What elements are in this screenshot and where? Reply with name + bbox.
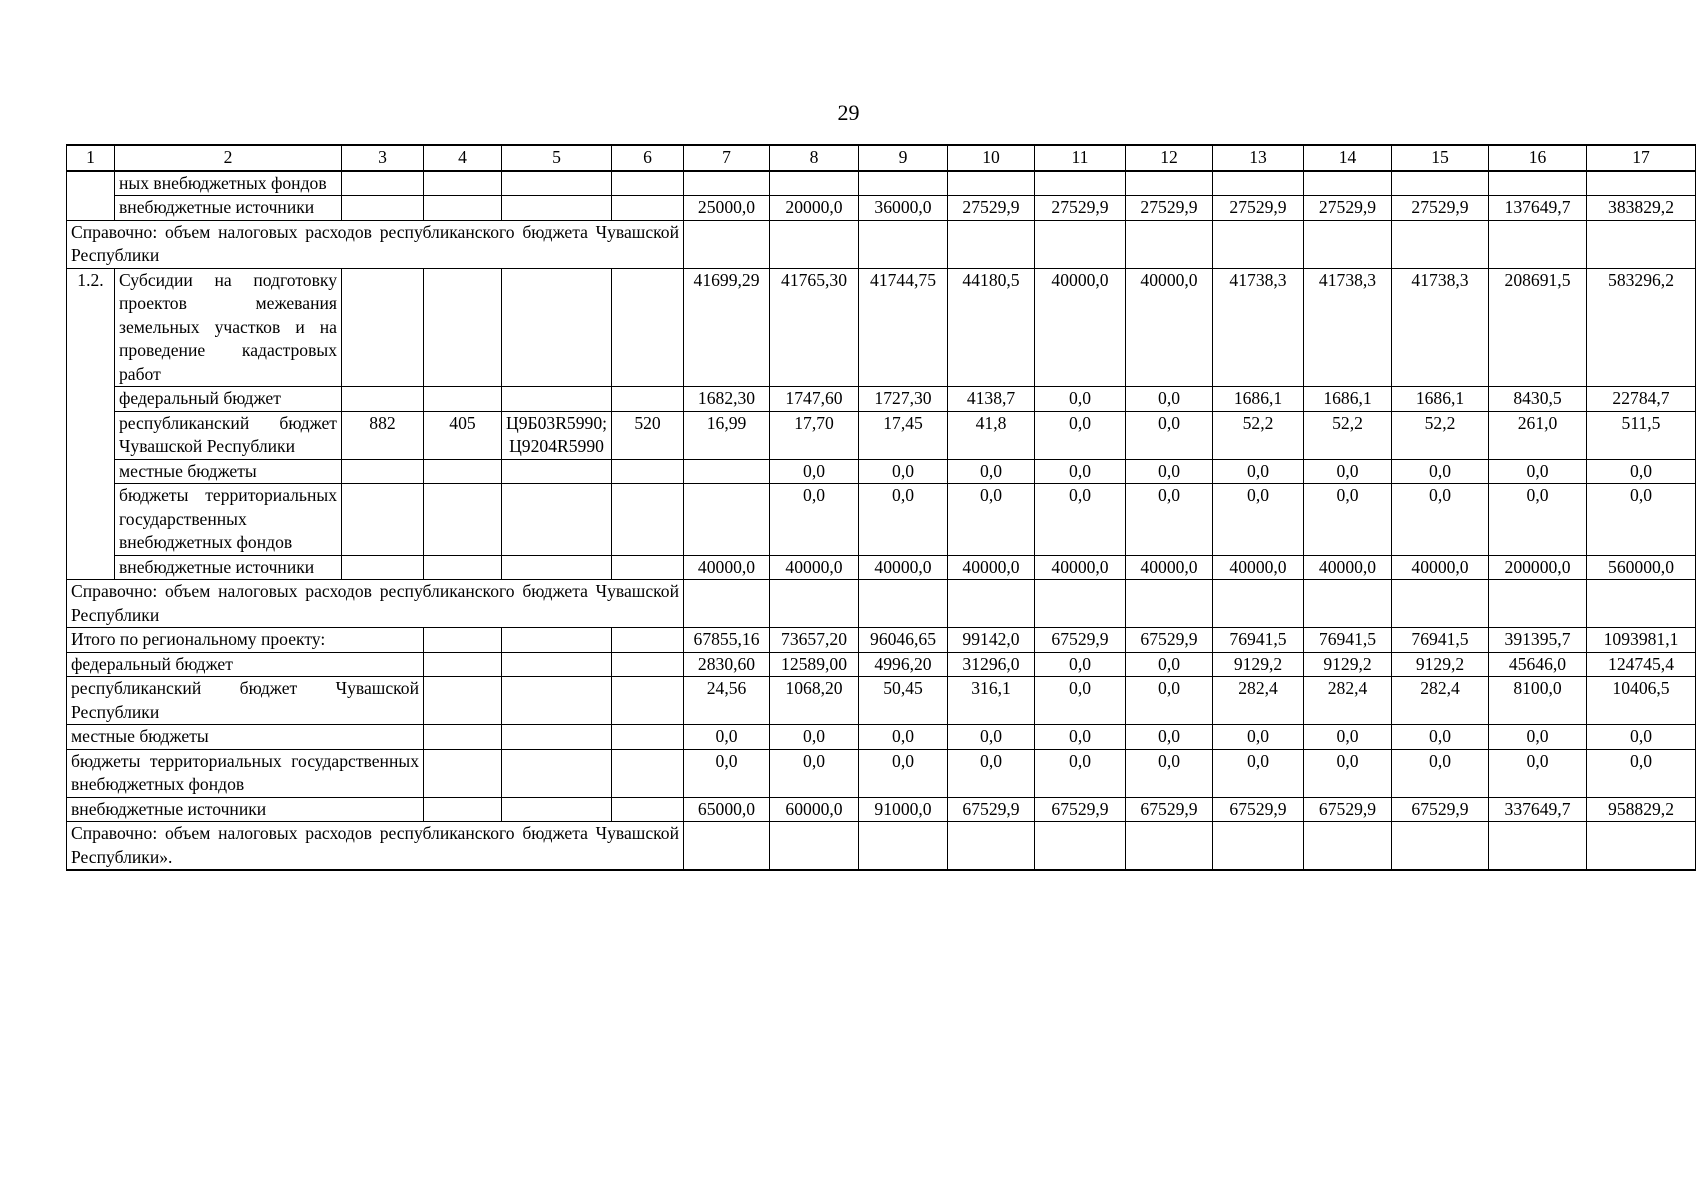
- total-label: местные бюджеты: [67, 725, 424, 750]
- value-cell: 9129,2: [1304, 652, 1392, 677]
- table-row: [67, 196, 1696, 221]
- value-cell: [948, 580, 1035, 628]
- table-row: [67, 220, 1696, 268]
- value-cell: 99142,0: [948, 628, 1035, 653]
- code-cell: [502, 171, 612, 196]
- value-cell: 137649,7: [1489, 196, 1587, 221]
- value-cell: 27529,9: [1035, 196, 1126, 221]
- code-cell: [612, 677, 684, 725]
- value-cell: 1093981,1: [1587, 628, 1696, 653]
- value-cell: 2830,60: [684, 652, 770, 677]
- value-cell: 45646,0: [1489, 652, 1587, 677]
- value-cell: [684, 220, 770, 268]
- total-label: республиканский бюджет Чувашской Республики: [67, 677, 424, 725]
- value-cell: [1304, 580, 1392, 628]
- code-cell: [502, 749, 612, 797]
- code-cell: [502, 555, 612, 580]
- table-row: [67, 387, 1696, 412]
- value-cell: [684, 171, 770, 196]
- value-cell: 391395,7: [1489, 628, 1587, 653]
- value-cell: 0,0: [1304, 725, 1392, 750]
- header-row: [67, 145, 1696, 171]
- value-cell: [1489, 220, 1587, 268]
- value-cell: 383829,2: [1587, 196, 1696, 221]
- code-cell: [424, 459, 502, 484]
- total-label: внебюджетные источники: [67, 797, 424, 822]
- value-cell: [1126, 171, 1213, 196]
- value-cell: [1392, 580, 1489, 628]
- value-cell: 0,0: [1126, 459, 1213, 484]
- value-cell: 200000,0: [1489, 555, 1587, 580]
- table-row: [67, 484, 1696, 556]
- value-cell: 0,0: [770, 459, 859, 484]
- value-cell: [1304, 822, 1392, 871]
- value-cell: 27529,9: [1304, 196, 1392, 221]
- value-cell: [859, 580, 948, 628]
- item-label: Субсидии на подготовку проектов межевания земельных участков и на проведение кадастровых работ: [115, 268, 342, 387]
- code-cell: 520: [612, 411, 684, 459]
- value-cell: 0,0: [1489, 725, 1587, 750]
- code-cell: [342, 555, 424, 580]
- value-cell: 67855,16: [684, 628, 770, 653]
- value-cell: 0,0: [1035, 411, 1126, 459]
- value-cell: 40000,0: [770, 555, 859, 580]
- value-cell: [859, 171, 948, 196]
- value-cell: [1035, 220, 1126, 268]
- value-cell: [1213, 171, 1304, 196]
- code-cell: [424, 555, 502, 580]
- code-cell: [612, 628, 684, 653]
- value-cell: 0,0: [1392, 725, 1489, 750]
- value-cell: 1682,30: [684, 387, 770, 412]
- value-cell: 17,70: [770, 411, 859, 459]
- code-cell: [502, 797, 612, 822]
- value-cell: [1126, 220, 1213, 268]
- column-header: 7: [684, 145, 770, 171]
- value-cell: 65000,0: [684, 797, 770, 822]
- value-cell: 208691,5: [1489, 268, 1587, 387]
- value-cell: 9129,2: [1213, 652, 1304, 677]
- value-cell: 41765,30: [770, 268, 859, 387]
- value-cell: 0,0: [1213, 749, 1304, 797]
- value-cell: [1587, 220, 1696, 268]
- value-cell: 0,0: [1392, 484, 1489, 556]
- value-cell: 67529,9: [948, 797, 1035, 822]
- value-cell: 958829,2: [1587, 797, 1696, 822]
- column-header: 3: [342, 145, 424, 171]
- code-cell: [424, 749, 502, 797]
- code-cell: [612, 459, 684, 484]
- code-cell: [612, 555, 684, 580]
- value-cell: [1489, 171, 1587, 196]
- table-row: [67, 171, 1696, 196]
- value-cell: 1686,1: [1213, 387, 1304, 412]
- value-cell: [1213, 580, 1304, 628]
- value-cell: [1126, 580, 1213, 628]
- code-cell: 882: [342, 411, 424, 459]
- code-cell: [502, 725, 612, 750]
- code-cell: [502, 484, 612, 556]
- value-cell: 52,2: [1392, 411, 1489, 459]
- value-cell: 0,0: [1126, 677, 1213, 725]
- column-header: 16: [1489, 145, 1587, 171]
- value-cell: 67529,9: [1213, 797, 1304, 822]
- value-cell: 76941,5: [1304, 628, 1392, 653]
- table-row: [67, 268, 1696, 387]
- code-cell: [424, 652, 502, 677]
- value-cell: 560000,0: [1587, 555, 1696, 580]
- code-cell: [424, 628, 502, 653]
- code-cell: [342, 484, 424, 556]
- value-cell: [1489, 822, 1587, 871]
- source-label: федеральный бюджет: [115, 387, 342, 412]
- code-cell: [424, 268, 502, 387]
- item-number: 1.2.: [67, 268, 115, 580]
- value-cell: 1747,60: [770, 387, 859, 412]
- value-cell: 8430,5: [1489, 387, 1587, 412]
- value-cell: 41744,75: [859, 268, 948, 387]
- value-cell: 67529,9: [1035, 797, 1126, 822]
- value-cell: 0,0: [1126, 411, 1213, 459]
- value-cell: 1686,1: [1392, 387, 1489, 412]
- value-cell: 0,0: [948, 484, 1035, 556]
- value-cell: 40000,0: [1035, 268, 1126, 387]
- value-cell: [1489, 580, 1587, 628]
- value-cell: 1727,30: [859, 387, 948, 412]
- value-cell: 27529,9: [1392, 196, 1489, 221]
- value-cell: [770, 220, 859, 268]
- value-cell: 0,0: [948, 459, 1035, 484]
- value-cell: [1304, 171, 1392, 196]
- value-cell: [684, 484, 770, 556]
- value-cell: 12589,00: [770, 652, 859, 677]
- value-cell: 67529,9: [1035, 628, 1126, 653]
- item-number: [67, 171, 115, 221]
- reference-note: Справочно: объем налоговых расходов республиканского бюджета Чувашской Республики: [67, 580, 684, 628]
- value-cell: 41738,3: [1392, 268, 1489, 387]
- code-cell: 405: [424, 411, 502, 459]
- value-cell: [684, 580, 770, 628]
- value-cell: 76941,5: [1213, 628, 1304, 653]
- reference-note: Справочно: объем налоговых расходов республиканского бюджета Чувашской Республики: [67, 220, 684, 268]
- source-label: внебюджетные источники: [115, 196, 342, 221]
- column-header: 6: [612, 145, 684, 171]
- code-cell: [424, 484, 502, 556]
- value-cell: [859, 822, 948, 871]
- value-cell: 40000,0: [684, 555, 770, 580]
- value-cell: 40000,0: [1126, 268, 1213, 387]
- value-cell: 0,0: [1489, 459, 1587, 484]
- value-cell: 511,5: [1587, 411, 1696, 459]
- value-cell: [1035, 171, 1126, 196]
- code-cell: [612, 652, 684, 677]
- source-label: ных внебюджетных фондов: [115, 171, 342, 196]
- table-row: [67, 652, 1696, 677]
- value-cell: 1686,1: [1304, 387, 1392, 412]
- value-cell: 36000,0: [859, 196, 948, 221]
- value-cell: 40000,0: [859, 555, 948, 580]
- source-label: местные бюджеты: [115, 459, 342, 484]
- value-cell: 40000,0: [1126, 555, 1213, 580]
- table-row: [67, 797, 1696, 822]
- value-cell: 0,0: [770, 725, 859, 750]
- code-cell: [502, 459, 612, 484]
- column-header: 17: [1587, 145, 1696, 171]
- code-cell: [502, 652, 612, 677]
- budget-table: [66, 144, 1696, 871]
- code-cell: [342, 459, 424, 484]
- code-cell: [342, 171, 424, 196]
- value-cell: 0,0: [1035, 749, 1126, 797]
- value-cell: 0,0: [1035, 387, 1126, 412]
- value-cell: 0,0: [1392, 459, 1489, 484]
- value-cell: 27529,9: [948, 196, 1035, 221]
- page-number: 29: [837, 100, 860, 125]
- value-cell: 96046,65: [859, 628, 948, 653]
- code-cell: [502, 196, 612, 221]
- value-cell: 10406,5: [1587, 677, 1696, 725]
- value-cell: 0,0: [1213, 725, 1304, 750]
- value-cell: 0,0: [1213, 459, 1304, 484]
- code-cell: [612, 749, 684, 797]
- value-cell: 0,0: [1304, 484, 1392, 556]
- value-cell: 0,0: [859, 459, 948, 484]
- value-cell: [1035, 822, 1126, 871]
- value-cell: 0,0: [1035, 652, 1126, 677]
- value-cell: 4996,20: [859, 652, 948, 677]
- value-cell: 583296,2: [1587, 268, 1696, 387]
- value-cell: 261,0: [1489, 411, 1587, 459]
- value-cell: 0,0: [859, 725, 948, 750]
- value-cell: 24,56: [684, 677, 770, 725]
- value-cell: 282,4: [1304, 677, 1392, 725]
- column-header: 12: [1126, 145, 1213, 171]
- value-cell: [1213, 220, 1304, 268]
- value-cell: 0,0: [859, 484, 948, 556]
- code-cell: [424, 171, 502, 196]
- column-header: 5: [502, 145, 612, 171]
- table-row: [67, 580, 1696, 628]
- value-cell: 0,0: [859, 749, 948, 797]
- code-cell: [424, 725, 502, 750]
- value-cell: [770, 171, 859, 196]
- reference-note: Справочно: объем налоговых расходов республиканского бюджета Чувашской Республики».: [67, 822, 684, 871]
- value-cell: 44180,5: [948, 268, 1035, 387]
- table-row: [67, 555, 1696, 580]
- value-cell: 41699,29: [684, 268, 770, 387]
- value-cell: [859, 220, 948, 268]
- value-cell: [1304, 220, 1392, 268]
- value-cell: 67529,9: [1126, 628, 1213, 653]
- value-cell: 0,0: [948, 749, 1035, 797]
- value-cell: 40000,0: [948, 555, 1035, 580]
- value-cell: 0,0: [1587, 459, 1696, 484]
- value-cell: 40000,0: [1035, 555, 1126, 580]
- code-cell: [612, 725, 684, 750]
- value-cell: 0,0: [1587, 725, 1696, 750]
- value-cell: 40000,0: [1392, 555, 1489, 580]
- column-header: 8: [770, 145, 859, 171]
- value-cell: 0,0: [1035, 484, 1126, 556]
- value-cell: [1587, 171, 1696, 196]
- value-cell: 52,2: [1304, 411, 1392, 459]
- value-cell: [684, 822, 770, 871]
- column-header: 14: [1304, 145, 1392, 171]
- table-row: [67, 628, 1696, 653]
- value-cell: [1392, 822, 1489, 871]
- value-cell: 0,0: [948, 725, 1035, 750]
- value-cell: 76941,5: [1392, 628, 1489, 653]
- source-label: внебюджетные источники: [115, 555, 342, 580]
- value-cell: 282,4: [1213, 677, 1304, 725]
- column-header: 1: [67, 145, 115, 171]
- column-header: 2: [115, 145, 342, 171]
- value-cell: [948, 171, 1035, 196]
- table-row: [67, 677, 1696, 725]
- value-cell: 67529,9: [1126, 797, 1213, 822]
- value-cell: 41,8: [948, 411, 1035, 459]
- code-cell: [502, 387, 612, 412]
- code-cell: [424, 387, 502, 412]
- value-cell: 0,0: [1035, 725, 1126, 750]
- value-cell: 0,0: [1304, 459, 1392, 484]
- value-cell: 316,1: [948, 677, 1035, 725]
- value-cell: [1035, 580, 1126, 628]
- value-cell: 27529,9: [1126, 196, 1213, 221]
- value-cell: 41738,3: [1213, 268, 1304, 387]
- value-cell: 0,0: [770, 749, 859, 797]
- value-cell: 41738,3: [1304, 268, 1392, 387]
- value-cell: [1126, 822, 1213, 871]
- value-cell: 40000,0: [1304, 555, 1392, 580]
- code-cell: [342, 268, 424, 387]
- column-header: 4: [424, 145, 502, 171]
- value-cell: 0,0: [684, 725, 770, 750]
- code-cell: [612, 484, 684, 556]
- code-cell: [342, 387, 424, 412]
- code-cell: [502, 677, 612, 725]
- value-cell: [770, 822, 859, 871]
- value-cell: 8100,0: [1489, 677, 1587, 725]
- value-cell: 0,0: [1213, 484, 1304, 556]
- value-cell: [1213, 822, 1304, 871]
- code-cell: Ц9Б03R5990; Ц9204R5990: [502, 411, 612, 459]
- table-row: [67, 822, 1696, 871]
- value-cell: 0,0: [1035, 459, 1126, 484]
- table-row: [67, 725, 1696, 750]
- value-cell: [948, 220, 1035, 268]
- code-cell: [502, 628, 612, 653]
- value-cell: 60000,0: [770, 797, 859, 822]
- table-row: [67, 749, 1696, 797]
- value-cell: 73657,20: [770, 628, 859, 653]
- value-cell: 22784,7: [1587, 387, 1696, 412]
- source-label: бюджеты территориальных государственных внебюджетных фондов: [115, 484, 342, 556]
- value-cell: 16,99: [684, 411, 770, 459]
- value-cell: 0,0: [1126, 387, 1213, 412]
- total-label: Итого по региональному проекту:: [67, 628, 424, 653]
- value-cell: 50,45: [859, 677, 948, 725]
- value-cell: 0,0: [1587, 749, 1696, 797]
- value-cell: 0,0: [684, 749, 770, 797]
- column-header: 13: [1213, 145, 1304, 171]
- table-row: [67, 411, 1696, 459]
- value-cell: 52,2: [1213, 411, 1304, 459]
- source-label: республиканский бюджет Чувашской Республики: [115, 411, 342, 459]
- code-cell: [612, 196, 684, 221]
- value-cell: 9129,2: [1392, 652, 1489, 677]
- value-cell: 0,0: [1489, 749, 1587, 797]
- column-header: 10: [948, 145, 1035, 171]
- value-cell: 67529,9: [1392, 797, 1489, 822]
- value-cell: [1587, 822, 1696, 871]
- value-cell: 282,4: [1392, 677, 1489, 725]
- value-cell: [770, 580, 859, 628]
- value-cell: 0,0: [1587, 484, 1696, 556]
- value-cell: [1392, 220, 1489, 268]
- total-label: федеральный бюджет: [67, 652, 424, 677]
- code-cell: [612, 268, 684, 387]
- value-cell: 0,0: [1126, 749, 1213, 797]
- value-cell: 0,0: [1304, 749, 1392, 797]
- code-cell: [612, 797, 684, 822]
- value-cell: [1392, 171, 1489, 196]
- code-cell: [424, 196, 502, 221]
- value-cell: 31296,0: [948, 652, 1035, 677]
- value-cell: 40000,0: [1213, 555, 1304, 580]
- value-cell: 0,0: [1126, 652, 1213, 677]
- code-cell: [424, 677, 502, 725]
- value-cell: 17,45: [859, 411, 948, 459]
- column-header: 11: [1035, 145, 1126, 171]
- value-cell: 0,0: [1489, 484, 1587, 556]
- code-cell: [612, 171, 684, 196]
- value-cell: 91000,0: [859, 797, 948, 822]
- value-cell: 67529,9: [1304, 797, 1392, 822]
- value-cell: 124745,4: [1587, 652, 1696, 677]
- value-cell: 337649,7: [1489, 797, 1587, 822]
- value-cell: 1068,20: [770, 677, 859, 725]
- code-cell: [612, 387, 684, 412]
- table-row: [67, 459, 1696, 484]
- value-cell: 4138,7: [948, 387, 1035, 412]
- code-cell: [502, 268, 612, 387]
- value-cell: 20000,0: [770, 196, 859, 221]
- value-cell: 0,0: [1126, 725, 1213, 750]
- total-label: бюджеты территориальных государственных внебюджетных фондов: [67, 749, 424, 797]
- code-cell: [342, 196, 424, 221]
- value-cell: 27529,9: [1213, 196, 1304, 221]
- code-cell: [424, 797, 502, 822]
- value-cell: [684, 459, 770, 484]
- value-cell: [1587, 580, 1696, 628]
- column-header: 9: [859, 145, 948, 171]
- value-cell: 0,0: [1392, 749, 1489, 797]
- value-cell: 25000,0: [684, 196, 770, 221]
- value-cell: 0,0: [1035, 677, 1126, 725]
- value-cell: [948, 822, 1035, 871]
- column-header: 15: [1392, 145, 1489, 171]
- value-cell: 0,0: [770, 484, 859, 556]
- value-cell: 0,0: [1126, 484, 1213, 556]
